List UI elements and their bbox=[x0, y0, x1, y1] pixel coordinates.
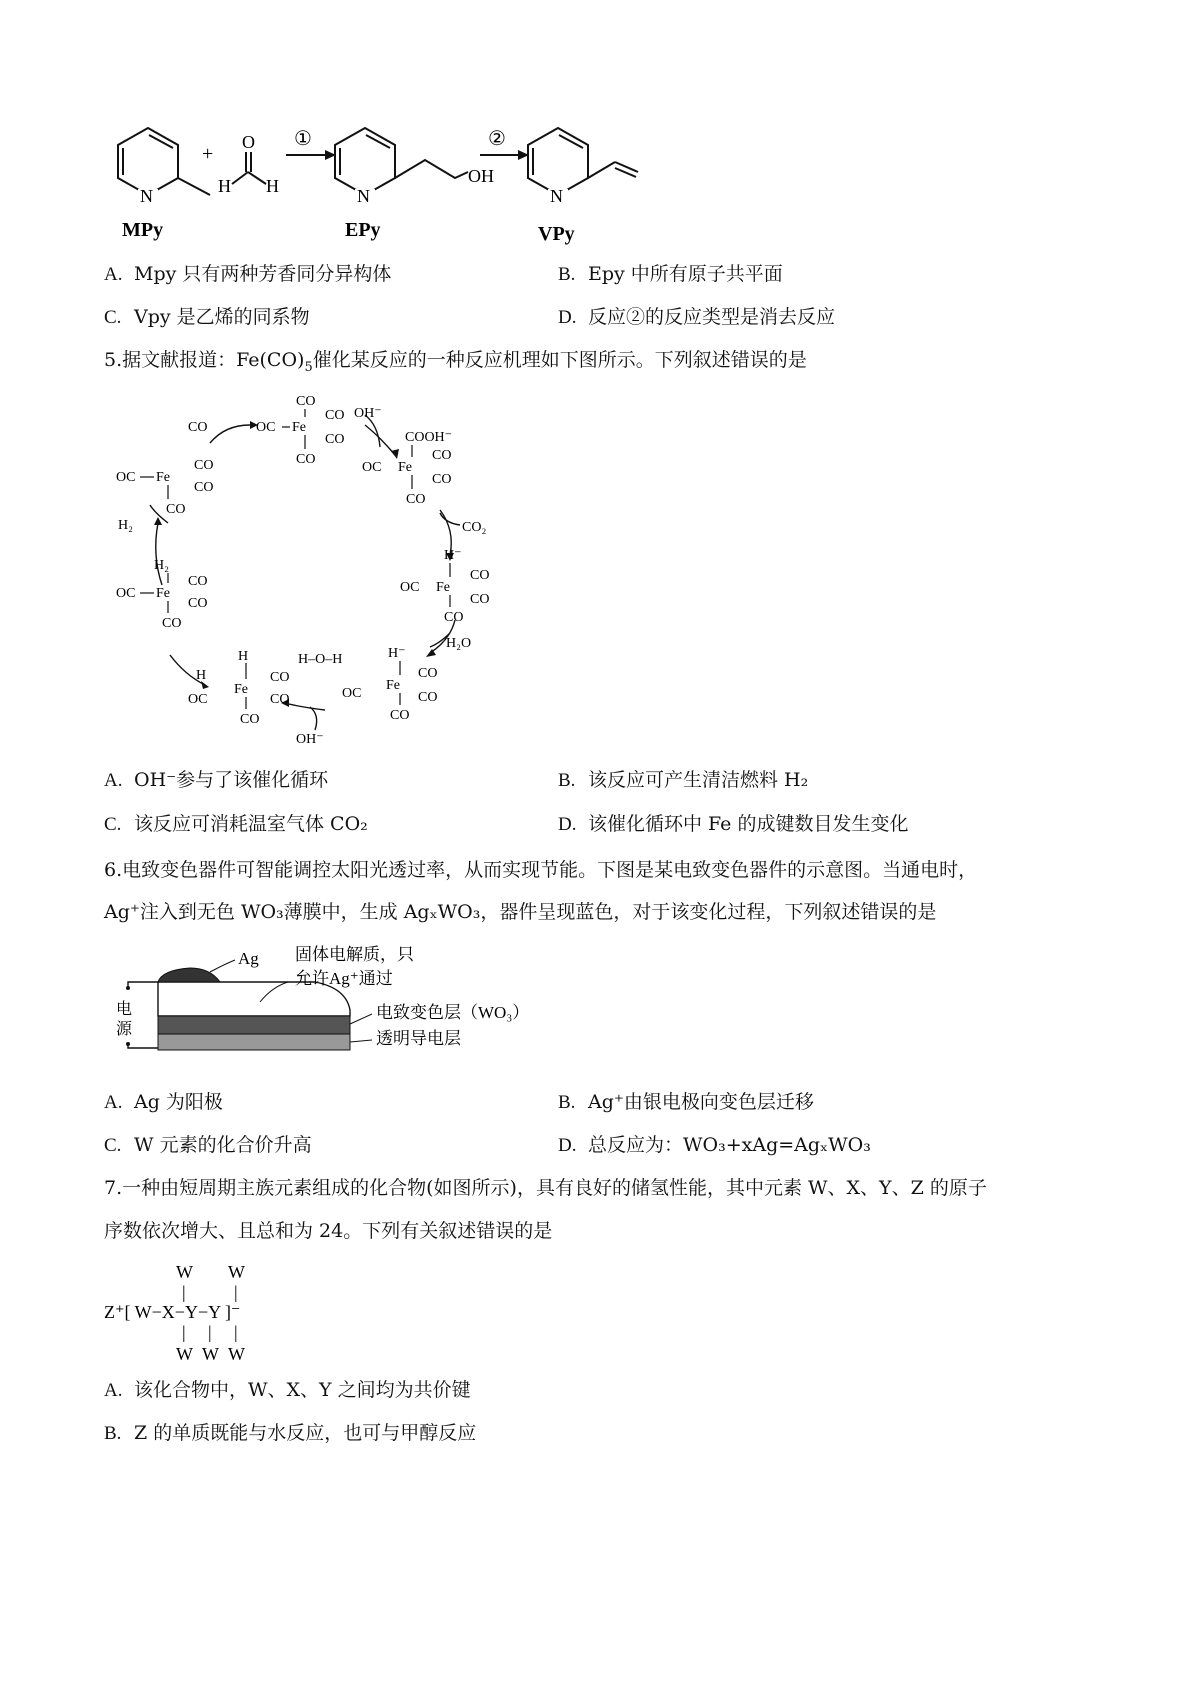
label-ag-electrode: Ag bbox=[238, 949, 259, 968]
step-2-label: ② bbox=[488, 128, 506, 150]
option-letter: D. bbox=[558, 307, 577, 328]
option-letter: B. bbox=[558, 1092, 576, 1113]
cycle-fe: Fe bbox=[292, 420, 306, 435]
cycle-co: CO bbox=[470, 592, 490, 607]
cycle-h: H bbox=[238, 649, 249, 664]
option-text: 该催化循环中 Fe 的成键数目发生变化 bbox=[588, 813, 909, 835]
structure-bottom-w-y2: W bbox=[228, 1344, 245, 1364]
option-letter: A. bbox=[104, 264, 123, 285]
option-text: Ag 为阳极 bbox=[134, 1091, 223, 1113]
atom-n-mpy: N bbox=[140, 186, 153, 206]
option-letter: B. bbox=[558, 264, 576, 285]
structure-bar: | bbox=[234, 1282, 238, 1302]
cycle-oc: OC bbox=[188, 692, 208, 707]
q6-option-b[interactable] bbox=[558, 1088, 814, 1117]
cycle-fe: Fe bbox=[398, 460, 412, 475]
option-text: W 元素的化合价升高 bbox=[134, 1134, 312, 1156]
cycle-h2: H₂ bbox=[118, 518, 133, 533]
power-label-1: 电 bbox=[116, 1001, 133, 1018]
structure-bar: | bbox=[208, 1322, 212, 1342]
option-letter: C. bbox=[104, 307, 122, 328]
cycle-h-minus: H⁻ bbox=[444, 548, 462, 563]
cycle-co: CO bbox=[188, 420, 208, 435]
q4-option-a[interactable] bbox=[104, 260, 391, 289]
catalytic-cycle-diagram bbox=[110, 385, 530, 755]
cycle-co: CO bbox=[270, 692, 290, 707]
option-text: OH⁻参与了该催化循环 bbox=[134, 769, 329, 791]
cycle-co: CO bbox=[325, 432, 345, 447]
structure-main: Z⁺[ W−X−Y−Y ]⁻ bbox=[104, 1302, 241, 1322]
cycle-fe: Fe bbox=[156, 470, 170, 485]
cycle-fe: Fe bbox=[386, 678, 400, 693]
structure-bar: | bbox=[234, 1322, 238, 1342]
cycle-co: CO bbox=[188, 574, 208, 589]
step-1-label: ① bbox=[294, 128, 312, 150]
power-label-2: 源 bbox=[116, 1021, 133, 1038]
q6-option-c[interactable] bbox=[104, 1131, 312, 1160]
cycle-h2: H₂ bbox=[154, 558, 169, 573]
q6-stem-line-2: Ag⁺注入到无色 WO₃薄膜中，生成 AgₓWO₃，器件呈现蓝色，对于该变化过程，下列叙述错误的是 bbox=[104, 901, 937, 923]
cycle-co: CO bbox=[162, 616, 182, 631]
q7-option-a[interactable] bbox=[104, 1376, 471, 1405]
option-text: Epy 中所有原子共平面 bbox=[588, 263, 783, 285]
q7-option-b[interactable] bbox=[104, 1419, 476, 1448]
cycle-co: CO bbox=[270, 670, 290, 685]
cycle-co: CO bbox=[418, 666, 438, 681]
label-conductive-layer: 透明导电层 bbox=[376, 1029, 461, 1048]
option-text: 总反应为：WO₃+xAg=AgₓWO₃ bbox=[588, 1134, 871, 1156]
cycle-co: CO bbox=[418, 690, 438, 705]
cycle-oc: OC bbox=[116, 470, 136, 485]
cycle-fe: Fe bbox=[156, 586, 170, 601]
cycle-co: CO bbox=[296, 452, 316, 467]
option-letter: C. bbox=[104, 1135, 122, 1156]
cycle-co: CO bbox=[390, 708, 410, 723]
cycle-co: CO bbox=[166, 502, 186, 517]
option-letter: D. bbox=[558, 1135, 577, 1156]
cycle-oc: OC bbox=[362, 460, 382, 475]
cycle-oc: OC bbox=[400, 580, 420, 595]
compound-structure-diagram bbox=[100, 1258, 300, 1374]
cycle-co2: CO₂ bbox=[462, 520, 487, 535]
q6-option-a[interactable] bbox=[104, 1088, 223, 1117]
q4-option-c[interactable] bbox=[104, 303, 310, 332]
cycle-cooh-minus: COOH⁻ bbox=[405, 430, 453, 445]
q4-option-b[interactable] bbox=[558, 260, 783, 289]
q6-option-d[interactable] bbox=[558, 1131, 871, 1160]
cycle-co: CO bbox=[188, 596, 208, 611]
option-letter: D. bbox=[558, 814, 577, 835]
q5-stem-pre: 5.据文献报道：Fe(CO) bbox=[104, 349, 305, 371]
q5-stem-post: 催化某反应的一种反应机理如下图所示。下列叙述错误的是 bbox=[312, 349, 807, 371]
structure-top-w-x: W bbox=[176, 1262, 193, 1282]
option-letter: B. bbox=[104, 1423, 122, 1444]
option-text: 该反应可产生清洁燃料 H₂ bbox=[588, 769, 809, 791]
cycle-hoh: H–O–H bbox=[298, 652, 343, 667]
label-epy: EPy bbox=[345, 219, 381, 241]
cycle-co: CO bbox=[444, 610, 464, 625]
option-text: 该化合物中，W、X、Y 之间均为共价键 bbox=[134, 1379, 471, 1401]
formaldehyde-h-left: H bbox=[218, 176, 231, 196]
label-wo3-layer: 电致变色层（WO₃） bbox=[376, 1003, 530, 1022]
label-mpy: MPy bbox=[122, 219, 164, 241]
cycle-oh-minus: OH⁻ bbox=[354, 406, 382, 421]
structure-top-w-y2: W bbox=[228, 1262, 245, 1282]
q7-stem-line-2: 序数依次增大、且总和为 24。下列有关叙述错误的是 bbox=[104, 1220, 553, 1242]
cycle-co: CO bbox=[432, 472, 452, 487]
cycle-fe: Fe bbox=[436, 580, 450, 595]
formaldehyde-o: O bbox=[242, 132, 255, 152]
structure-bottom-w-x: W bbox=[176, 1344, 193, 1364]
cycle-co: CO bbox=[296, 394, 316, 409]
q7-stem-line-1: 7.一种由短周期主族元素组成的化合物(如图所示)，具有良好的储氢性能，其中元素 W、X、Y、Z 的原子 bbox=[104, 1177, 987, 1199]
cycle-h-minus: H⁻ bbox=[388, 646, 406, 661]
option-text: 反应②的反应类型是消去反应 bbox=[588, 306, 836, 328]
label-electrolyte-2: 允许Ag⁺通过 bbox=[295, 969, 393, 988]
cycle-fe: Fe bbox=[234, 682, 248, 697]
hydroxyl-label: OH bbox=[468, 166, 494, 186]
option-text: Z 的单质既能与水反应，也可与甲醇反应 bbox=[134, 1422, 477, 1444]
q4-option-d[interactable] bbox=[558, 303, 835, 332]
label-vpy: VPy bbox=[538, 223, 575, 245]
cycle-co: CO bbox=[240, 712, 260, 727]
q5-option-d[interactable] bbox=[558, 810, 908, 839]
cycle-oh-minus: OH⁻ bbox=[296, 732, 324, 747]
cycle-oc: OC bbox=[256, 420, 276, 435]
option-text: Vpy 是乙烯的同系物 bbox=[134, 306, 310, 328]
cycle-co: CO bbox=[432, 448, 452, 463]
plus-sign: + bbox=[202, 143, 214, 165]
option-text: 该反应可消耗温室气体 CO₂ bbox=[134, 813, 368, 835]
cycle-co: CO bbox=[194, 458, 214, 473]
atom-n-vpy: N bbox=[550, 186, 563, 206]
option-letter: A. bbox=[104, 1380, 123, 1401]
option-letter: A. bbox=[104, 1092, 123, 1113]
structure-bar: | bbox=[182, 1322, 186, 1342]
option-letter: B. bbox=[558, 770, 576, 791]
atom-n-epy: N bbox=[357, 186, 370, 206]
q5-stem-sub: 5 bbox=[304, 359, 313, 375]
cycle-h2o: H₂O bbox=[446, 636, 472, 651]
cycle-h: H bbox=[196, 668, 207, 683]
q5-stem bbox=[104, 346, 807, 382]
cycle-co: CO bbox=[194, 480, 214, 495]
structure-bar: | bbox=[182, 1282, 186, 1302]
formaldehyde-h-right: H bbox=[266, 176, 279, 196]
q5-option-c[interactable] bbox=[104, 810, 368, 839]
cycle-co: CO bbox=[406, 492, 426, 507]
cycle-co: CO bbox=[325, 408, 345, 423]
structure-bottom-w-y1: W bbox=[202, 1344, 219, 1364]
cycle-co: CO bbox=[470, 568, 490, 583]
q6-stem-line-1: 6.电致变色器件可智能调控太阳光透过率，从而实现节能。下图是某电致变色器件的示意图。当通电时， bbox=[104, 859, 978, 881]
q5-option-b[interactable] bbox=[558, 766, 808, 795]
q5-option-a[interactable] bbox=[104, 766, 328, 795]
reaction-scheme-diagram bbox=[100, 110, 720, 250]
cycle-oc: OC bbox=[342, 686, 362, 701]
option-text: Ag⁺由银电极向变色层迁移 bbox=[588, 1091, 814, 1113]
label-electrolyte-1: 固体电解质，只 bbox=[295, 945, 414, 964]
option-letter: A. bbox=[104, 770, 123, 791]
option-letter: C. bbox=[104, 814, 122, 835]
electrochromic-device-diagram bbox=[110, 942, 570, 1062]
cycle-oc: OC bbox=[116, 586, 136, 601]
option-text: Mpy 只有两种芳香同分异构体 bbox=[134, 263, 392, 285]
